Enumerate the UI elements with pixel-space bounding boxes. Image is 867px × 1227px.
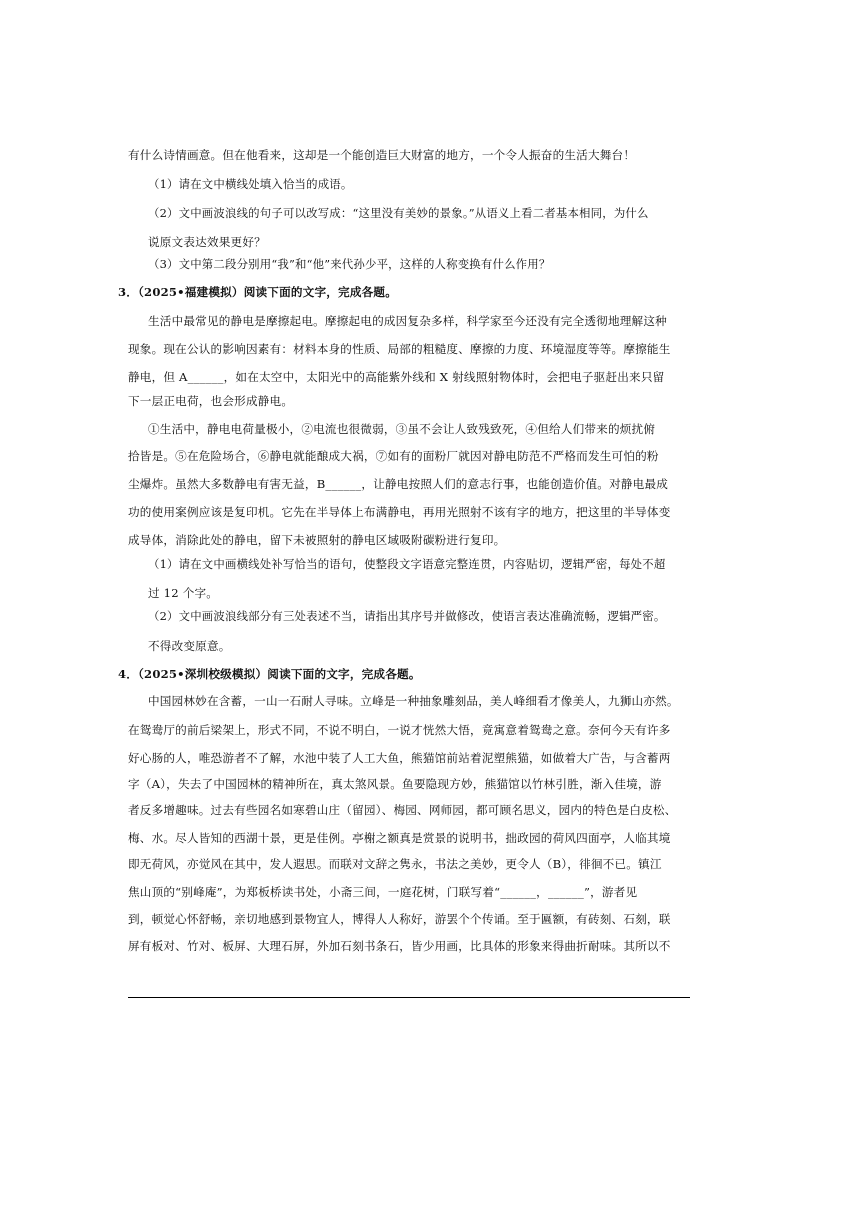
text-line: 生活中最常见的静电是摩擦起电。摩擦起电的成因复杂多样，科学家至今还没有完全透彻地理解这种 (148, 314, 667, 328)
text-line: 者反多增趣味。过去有些园名如寒碧山庄（留园）、梅园、网师园，都可顾名思义，园内的特色是白皮松、 (128, 803, 677, 817)
question-item: （3）文中第二段分别用“我”和“他”来代孙少平，这样的人称变换有什么作用？ (148, 257, 551, 271)
text-line: 功的使用案例应该是复印机。它先在半导体上布满静电，再用光照射不该有字的地方，把这里的半导体变 (128, 505, 671, 519)
question-item: （2）文中画波浪线的句子可以改写成：“这里没有美妙的景象。”从语义上看二者基本相同，为什么 (148, 206, 649, 220)
text-line: 到，顿觉心怀舒畅，亲切地感到景物宜人，博得人人称好，游罢个个传诵。至于匾额，有砖刻、石刻，联 (128, 912, 671, 926)
text-line: 不得改变原意。 (148, 639, 231, 653)
question-heading: 4．（2025•深圳校级模拟）阅读下面的文字，完成各题。 (118, 667, 421, 681)
text-line: 在鸳鸯厅的前后梁架上，形式不同，不说不明白，一说才恍然大悟，竟寓意着鸳鸯之意。奈何今天有许多 (128, 723, 671, 737)
text-line: ①生活中，静电电荷量极小，②电流也很微弱，③虽不会让人致残致死，④但给人们带来的烦扰俯 (148, 422, 656, 436)
question-item: （2）文中画波浪线部分有三处表述不当，请指出其序号并做修改，使语言表达准确流畅，逻辑严密。 (148, 609, 666, 623)
text-line: 说原文表达效果更好？ (148, 235, 266, 249)
text-line: 好心肠的人，唯恐游者不了解，水池中装了人工大鱼，熊猫馆前站着泥塑熊猫，如做着大广告，与含蓄两 (128, 751, 671, 765)
footer-divider (128, 997, 690, 998)
text-line: 拾皆是。⑤在危险场合，⑥静电就能酿成大祸，⑦如有的面粉厂就因对静电防范不严格而发生可怕的粉 (128, 449, 659, 463)
text-line: 字（A），失去了中国园林的精神所在，真太煞风景。鱼要隐现方妙，熊猫馆以竹林引胜，渐入佳境，游 (128, 777, 662, 791)
text-line: 焦山顶的“别峰庵”，为郑板桥读书处，小斋三间，一庭花树，门联写着“______，______”，游者见 (128, 885, 638, 899)
question-item: （1）请在文中画横线处补写恰当的语句，使整段文字语意完整连贯，内容贴切，逻辑严密，每处不超 (148, 557, 666, 571)
text-line: 屏有板对、竹对、板屏、大理石屏，外加石刻书条石，皆少用画，比具体的形象来得曲折耐味。其所以不 (128, 939, 671, 953)
text-line: 梅、水。尽人皆知的西湖十景，更是佳例。亭榭之额真是赏景的说明书，拙政园的荷风四面亭，人临其境 (128, 831, 671, 845)
text-line: 下一层正电荷，也会形成静电。 (128, 394, 294, 408)
text-line: 有什么诗情画意。但在他看来，这却是一个能创造巨大财富的地方，一个令人振奋的生活大舞台！ (128, 148, 636, 162)
text-line: 成导体，消除此处的静电，留下未被照射的静电区域吸附碳粉进行复印。 (128, 533, 506, 547)
text-line: 过 12 个字。 (148, 586, 219, 600)
question-heading: 3．（2025•福建模拟）阅读下面的文字，完成各题。 (118, 285, 398, 299)
text-line: 即无荷风，亦觉风在其中，发人遐思。而联对文辞之隽永，书法之美妙，更令人（B），徘徊不已。镇江 (128, 857, 662, 871)
text-line: 现象。现在公认的影响因素有：材料本身的性质、局部的粗糙度、摩擦的力度、环境湿度等等。摩擦能生 (128, 342, 671, 356)
text-line: 中国园林妙在含蓄，一山一石耐人寻味。立峰是一种抽象雕刻品，美人峰细看才像美人，九狮山亦然。 (148, 694, 679, 708)
question-item: （1）请在文中横线处填入恰当的成语。 (148, 177, 353, 191)
text-line: 尘爆炸。虽然大多数静电有害无益，B______，让静电按照人们的意志行事，也能创造价值。对静电最成 (128, 477, 669, 491)
text-line: 静电，但 A______，如在太空中，太阳光中的高能紫外线和 X 射线照射物体时，会把电子驱赶出来只留 (128, 370, 665, 384)
